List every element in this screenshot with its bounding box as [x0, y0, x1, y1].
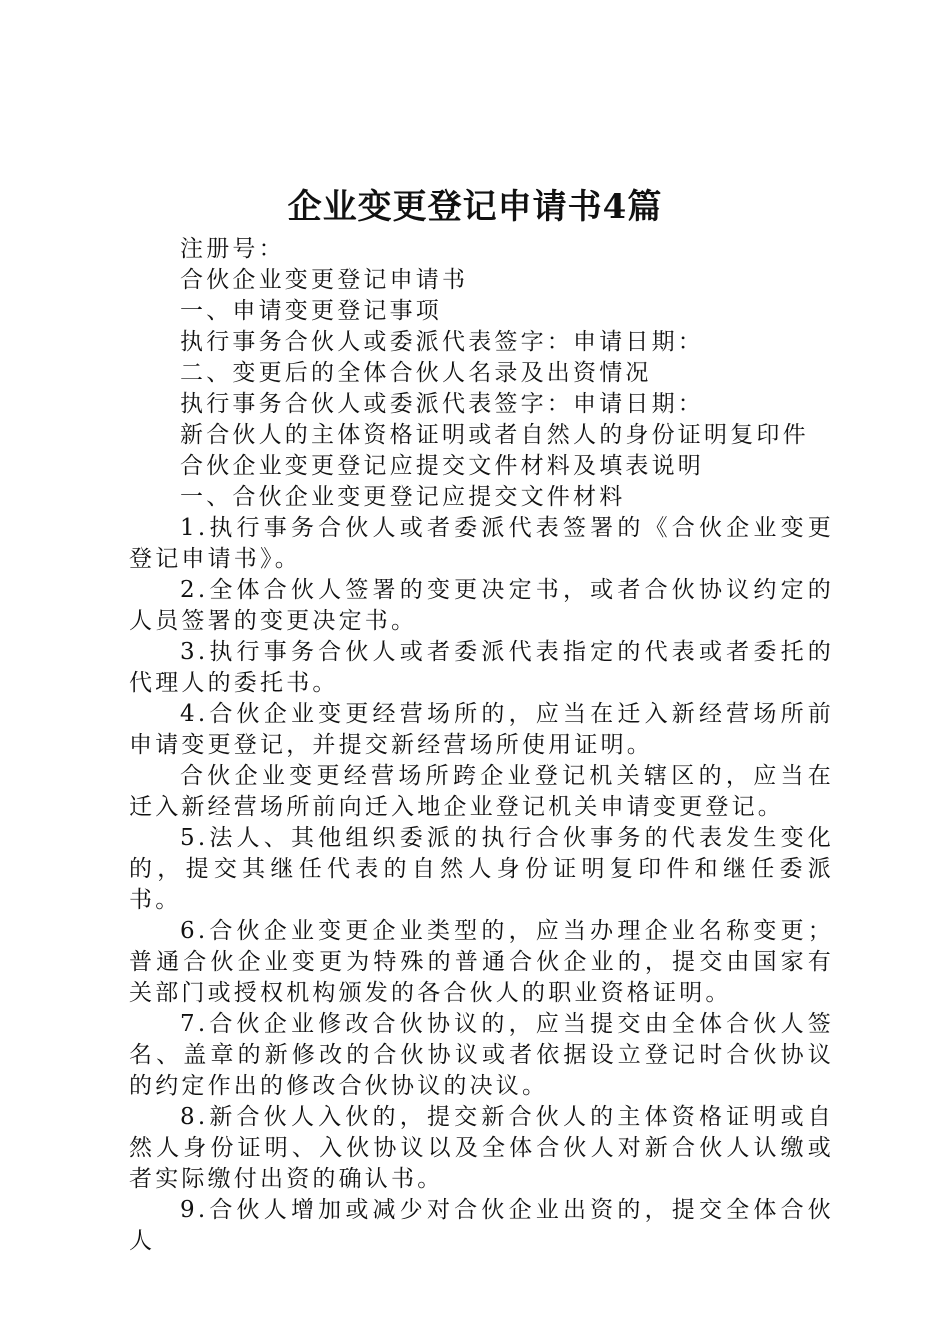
list-item: 4.合伙企业变更经营场所的，应当在迁入新经营场所前申请变更登记，并提交新经营场所使用证明。 [129, 701, 834, 758]
section-heading: 二、变更后的全体合伙人名录及出资情况 [180, 360, 652, 386]
document-title: 企业变更登记申请书4篇 [287, 187, 663, 227]
instructions-heading: 合伙企业变更登记应提交文件材料及填表说明 [180, 453, 704, 479]
section-heading: 一、申请变更登记事项 [180, 298, 442, 324]
form-name-line: 合伙企业变更登记申请书 [180, 267, 469, 293]
list-item: 5.法人、其他组织委派的执行合伙事务的代表发生变化的，提交其继任代表的自然人身份证明复印件和继任委派书。 [129, 825, 834, 913]
list-item: 6.合伙企业变更企业类型的，应当办理企业名称变更；普通合伙企业变更为特殊的普通合伙企业的，提交由国家有关部门或授权机构颁发的各合伙人的职业资格证明。 [129, 918, 834, 1006]
list-item-note: 合伙企业变更经营场所跨企业登记机关辖区的，应当在迁入新经营场所前向迁入地企业登记机关申请变更登记。 [129, 763, 834, 820]
list-item: 3.执行事务合伙人或者委派代表指定的代表或者委托的代理人的委托书。 [129, 639, 834, 696]
section-heading: 一、合伙企业变更登记应提交文件材料 [180, 484, 626, 510]
list-item: 7.合伙企业修改合伙协议的，应当提交由全体合伙人签名、盖章的新修改的合伙协议或者依据设立登记时合伙协议的约定作出的修改合伙协议的决议。 [129, 1011, 834, 1099]
attachment-line: 新合伙人的主体资格证明或者自然人的身份证明复印件 [180, 422, 809, 448]
list-item: 2.全体合伙人签署的变更决定书，或者合伙协议约定的人员签署的变更决定书。 [129, 577, 834, 634]
document-body [129, 234, 834, 1257]
list-item: 9.合伙人增加或减少对合伙企业出资的，提交全体合伙人 [129, 1197, 834, 1254]
list-item: 1.执行事务合伙人或者委派代表签署的《合伙企业变更登记申请书》。 [129, 515, 834, 572]
list-item: 8.新合伙人入伙的，提交新合伙人的主体资格证明或自然人身份证明、入伙协议以及全体合伙人对新合伙人认缴或者实际缴付出资的确认书。 [129, 1104, 834, 1192]
registration-number-label: 注册号： [180, 236, 285, 262]
signature-date-line: 执行事务合伙人或委派代表签字：申请日期： [180, 391, 704, 417]
signature-date-line: 执行事务合伙人或委派代表签字：申请日期： [180, 329, 704, 355]
